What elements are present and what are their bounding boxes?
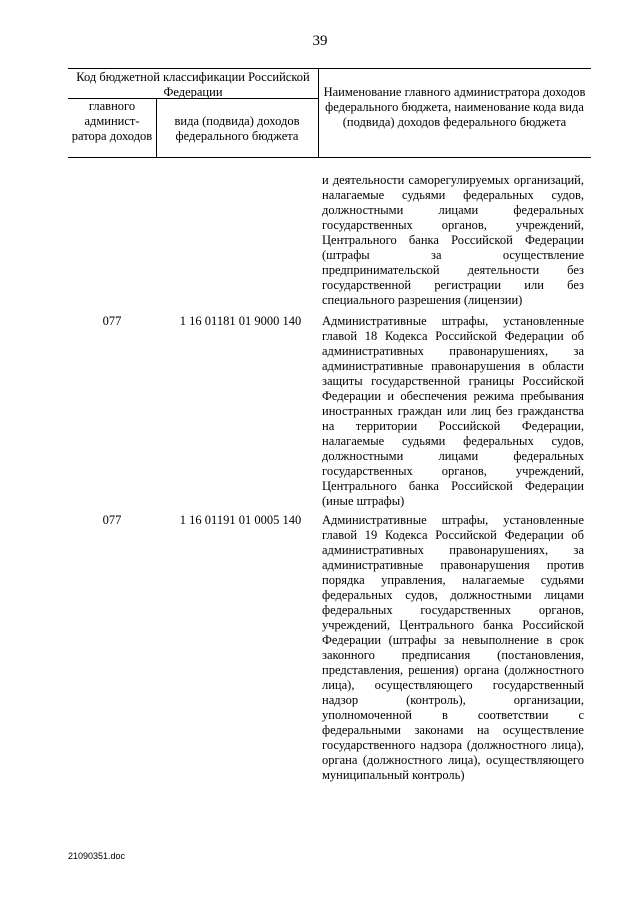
row-name: Административные штрафы, установленные главой 18 Кодекса Российской Федерации об административных правонарушениях, за административные правонарушения в области защиты государственной границы Российской Федерации и обеспечения режима пребывания иностранных граждан или лиц без гражданства на территории Российской Федерации, налагаемые судьями федеральных судов, должностными лицами федеральных государственных органов, учреждений, Центрального банка Российской Федерации (иные штрафы) [322, 314, 584, 508]
row-name: Административные штрафы, установленные главой 19 Кодекса Российской Федерации об административных правонарушениях, за административные правонарушения против порядка управления, налагаемые судьями федеральных судов, должностными лицами федеральных государственных органов, учреждений, Центрального банка Российской Федерации (штрафы за невыполнение в срок законного предписания (постановления, представления, решения) органа (должностного лица), осуществляющего государственный надзор (контроль), организации, уполномоченной в соответствии с федеральными законами на осуществление государственного надзора (должностного лица), органа (должностного лица), осуществляющего муниципальный контроль) [322, 513, 584, 782]
footer-file-name: 21090351.doc [68, 851, 126, 861]
row-admin-code: 077 [102, 513, 122, 527]
header-bottom-rule [68, 157, 591, 158]
header-kind-column: вида (подвида) доходов федерального бюджета [174, 114, 300, 143]
row-kind-code: 1 16 01191 01 0005 140 [179, 513, 302, 527]
header-top-rule [68, 68, 591, 69]
header-admin-column: главного админист-ратора доходов [71, 99, 153, 143]
row-kind-code: 1 16 01181 01 9000 140 [179, 314, 302, 328]
page-number: 39 [312, 33, 328, 49]
row-name: и деятельности саморегулируемых организаций, налагаемые судьями федеральных судов, должностными лицами федеральных государственных органов, учреждений, Центрального банка Российской Федерации (штрафы за осуществление предпринимательской деятельности без государственной регистрации или без специального разрешения (лицензии) [322, 173, 584, 307]
header-name-column: Наименование главного администратора доходов федерального бюджета, наименование кода вида (подвида) доходов федерального бюджета [323, 85, 586, 129]
row-admin-code: 077 [102, 314, 122, 328]
header-group-title: Код бюджетной классификации Российской Федерации [76, 70, 310, 99]
